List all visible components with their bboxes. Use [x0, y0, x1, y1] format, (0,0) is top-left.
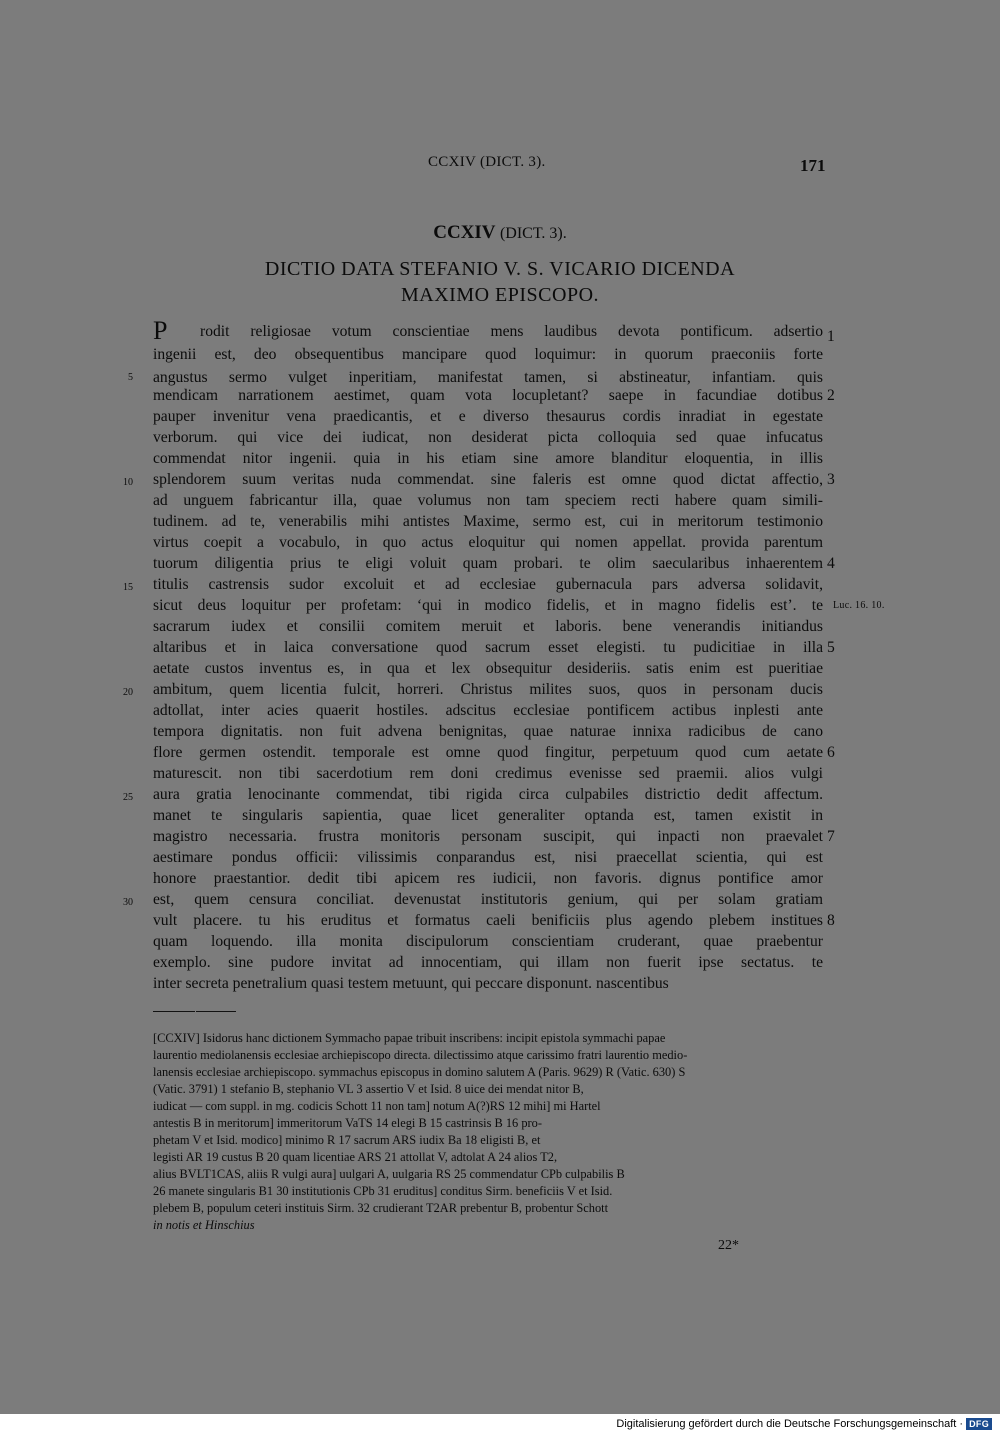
section-number: 7 [827, 828, 835, 845]
body-line: commendat nitor ingenii. quia in his etiam sine amore blanditur eloquentia, in illis [153, 450, 823, 467]
section-number: 2 [827, 387, 835, 404]
body-line: virtus coepit a vocabulo, in quo actus eloquitur qui nomen appellat. provida parentum [153, 534, 823, 551]
body-line: aestimare pondus officii: vilissimis conparandus est, nisi praecellat scientia, qui est [153, 849, 823, 866]
drop-cap: P [153, 316, 168, 345]
body-line: manet te singularis sapientia, quae licet generaliter optanda est, tamen existit in [153, 807, 823, 824]
body-line: rodit religiosae votum conscientiae mens laudibus devota pontificum. adsertio [200, 323, 823, 340]
body-line: flore germen ostendit. temporale est omne quod fingitur, perpetuum quod cum aetate [153, 744, 823, 761]
body-line: angustus sermo vulget inperitiam, manifestat tamen, si abstineatur, infantiam. quis [153, 369, 823, 386]
footer-text: Digitalisierung gefördert durch die Deutsche Forschungsgemeinschaft · [616, 1418, 964, 1430]
section-number: 6 [827, 744, 835, 761]
footnote-line: iudicat — com suppl. in mg. codicis Schott 11 non tam] notum A(?)RS 12 mihi] mi Hartel [153, 1099, 601, 1113]
footnote-line: alius BVLT1CAS, aliis R vulgi aura] uulgari A, uulgaria RS 25 commendatur CPb culpabilis B [153, 1167, 625, 1181]
section-number: 5 [827, 639, 835, 656]
line-number: 20 [123, 687, 133, 698]
footnote-line: 26 manete singularis B1 30 institutionis CPb 31 eruditus] conditus Sirm. beneficiis V et Isid. [153, 1184, 613, 1198]
body-line: sicut deus loquitur per profetam: ‘qui in modico fidelis, et in magno fidelis est’. te [153, 597, 823, 614]
footnote-line: plebem B, populum ceteri instituis Sirm. 32 crudierant T2AR prebentur B, probentur Schott [153, 1201, 609, 1215]
page-number: 171 [800, 156, 826, 175]
signature-mark: 22* [718, 1238, 739, 1253]
footnote-line: lanensis ecclesiae archiepiscopo. symmachus episcopus in domino salutem A (Paris. 9629) R (Vatic. 630) S [153, 1065, 686, 1079]
body-line: tempora dignitatis. non fuit advena benignitas, quae naturae innixa radicibus de cano [153, 723, 823, 740]
body-line: adtollat, inter acies quaerit hostiles. adscitus ecclesiae pontificem actibus inplesti ante [153, 702, 823, 719]
footnote-line: laurentio mediolanensis ecclesiae archiepiscopo directa. dilectissimo atque carissimo fratri laurentio medio- [153, 1048, 688, 1062]
body-line: sacrarum iudex et consilii comitem meruit et laboris. bene venerandis initiandus [153, 618, 823, 635]
body-line: ad unguem fabricantur illa, quae volumus non tam speciem recti habere quam simili- [153, 492, 823, 509]
footnote-rule-dash [196, 1011, 236, 1012]
body-line: aetate custos inventus es, in qua et lex obsequitur desideriis. satis enim est pueritiae [153, 660, 823, 677]
body-line: ambitum, quem licentia fulcit, horreri. Christus milites suos, quos in personam ducis [153, 681, 823, 698]
body-line: exemplo. sine pudore invitat ad innocentiam, qui illam non fuerit ipse sectatus. te [153, 954, 823, 971]
line-number: 10 [123, 477, 133, 488]
entry-dict-label: (DICT. 3). [499, 225, 567, 242]
document-title-line-2: MAXIMO EPISCOPO. [400, 284, 600, 306]
document-title-line-1: DICTIO DATA STEFANIO V. S. VICARIO DICENDA [264, 258, 736, 280]
line-number: 30 [123, 897, 133, 908]
footnote-rule [153, 1011, 195, 1012]
body-line: maturescit. non tibi sacerdotium rem doni credimus evenisse sed praemii. alios vulgi [153, 765, 823, 782]
body-line: inter secreta penetralium quasi testem metuunt, qui peccare disponunt. nascentibus [153, 975, 669, 992]
body-line: quam loquendo. illa monita discipulorum conscientiam cruderant, quae praebentur [153, 933, 823, 950]
body-line: honore praestantior. dedit tibi apicem res iudicii, non favoris. dignus pontifice amor [153, 870, 823, 887]
body-line: tudinem. ad te, venerabilis mihi antistes Maxime, sermo est, cui in meritorum testimonio [153, 513, 823, 530]
running-title: CCXIV (DICT. 3). [428, 154, 546, 170]
line-number: 25 [123, 792, 133, 803]
body-line: tuorum diligentia prius te eligi voluit quam probari. te olim saecularibus inhaerentem [153, 555, 823, 572]
section-number: 1 [827, 328, 835, 345]
funding-footer [616, 1418, 992, 1430]
body-line: pauper invenitur vena praedicantis, et e diverso thesaurus cordis inradiat in egestate [153, 408, 823, 425]
footnote-line: legisti AR 19 custus B 20 quam licentiae ARS 21 attollat V, adtolat A 24 alios T2, [153, 1150, 558, 1164]
footnote-line: (Vatic. 3791) 1 stefanio B, stephanio VL 3 assertio V et Isid. 8 uice dei mendat nitor B, [153, 1082, 584, 1096]
body-line: aura gratia lenocinante commendat, tibi rigida circa culpabiles districtio dedit affectum. [153, 786, 823, 803]
line-number: 5 [128, 372, 133, 383]
body-line: splendorem suum veritas nuda commendat. sine faleris est omne quod dictat affectio, [153, 471, 823, 488]
section-number: 3 [827, 471, 835, 488]
entry-number: CCXIV [433, 222, 496, 243]
section-number: 4 [827, 555, 835, 572]
dfg-logo-icon: DFG [966, 1418, 992, 1430]
footnote-line: antestis B in meritorum] immeritorum VaTS 14 elegi B 15 castrinsis B 16 pro- [153, 1116, 542, 1130]
body-line: magistro necessaria. frustra monitoris personam suscipit, qui inpacti non praevalet [153, 828, 823, 845]
body-line: vult placere. tu his eruditus et formatus caeli benificiis plus agendo plebem institues [153, 912, 823, 929]
body-line: verborum. qui vice dei iudicat, non desiderat picta colloquia sed quae infucatus [153, 429, 823, 446]
entry-heading [0, 222, 1000, 244]
line-number: 15 [123, 582, 133, 593]
margin-reference: Luc. 16. 10. [833, 600, 885, 611]
footnote-line: phetam V et Isid. modico] minimo R 17 sacrum ARS iudix Ba 18 eligisti B, et [153, 1133, 541, 1147]
section-number: 8 [827, 912, 835, 929]
body-line: titulis castrensis sudor excoluit et ad ecclesiae gubernacula pars adversa solidavit, [153, 576, 823, 593]
body-line: ingenii est, deo obsequentibus mancipare quod loquimur: in quorum praeconiis forte [153, 346, 823, 363]
body-line: altaribus et in laica conversatione quod sacrum esset elegisti. tu pudicitiae in illa [153, 639, 823, 656]
body-line: est, quem censura conciliat. devenustat institutoris genium, qui per solam gratiam [153, 891, 823, 908]
body-line: mendicam narrationem aestimet, quam vota locupletant? saepe in facundiae dotibus [153, 387, 823, 404]
footnote-line: [CCXIV] Isidorus hanc dictionem Symmacho papae tribuit inscribens: incipit epistola symmachi papae [153, 1031, 666, 1045]
footnote-line: in notis et Hinschius [153, 1218, 255, 1232]
